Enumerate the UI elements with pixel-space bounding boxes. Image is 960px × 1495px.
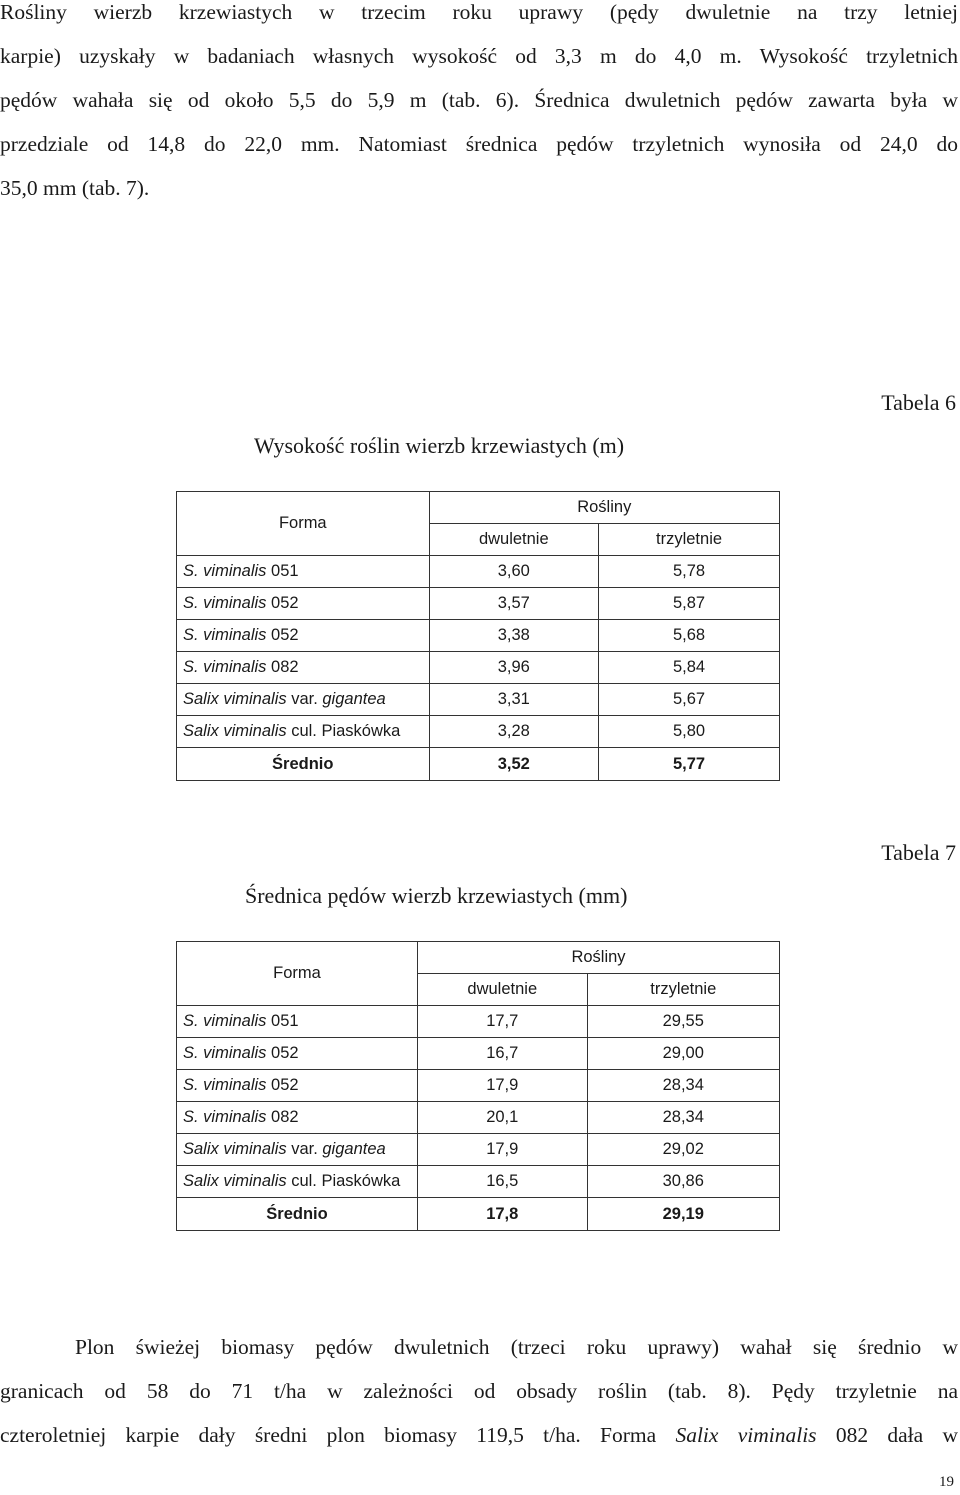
- table-row: [177, 620, 780, 652]
- header-forma: Forma: [177, 492, 430, 556]
- cell-trzyletnie: 5,68: [599, 620, 780, 652]
- cell-trzyletnie: 28,34: [587, 1070, 779, 1102]
- cell-forma: S. viminalis 082: [177, 652, 430, 684]
- cell-trzyletnie: 29,55: [587, 1006, 779, 1038]
- text-line: Rośliny wierzb krzewiastych w trzecim roku uprawy (pędy dwuletnie na trzy letniej: [0, 0, 958, 24]
- table7-label: Tabela 7: [881, 840, 956, 865]
- table-header-row: [177, 492, 780, 524]
- cell-dwuletnie: 17,7: [418, 1006, 588, 1038]
- table-row: [177, 1166, 780, 1198]
- text-line: czteroletniej karpie dały średni plon biomasy 119,5 t/ha. Forma Salix viminalis 082 dała w: [0, 1423, 958, 1447]
- page-number: 19: [939, 1474, 954, 1490]
- text-line: Plon świeżej biomasy pędów dwuletnich (trzeci roku uprawy) wahał się średnio w: [75, 1335, 958, 1359]
- cell-forma: Salix viminalis var. gigantea: [177, 1134, 418, 1166]
- table-row: [177, 652, 780, 684]
- table7-title: Średnica pędów wierzb krzewiastych (mm): [245, 883, 628, 908]
- cell-dwuletnie: 3,96: [429, 652, 599, 684]
- cell-trzyletnie: 29,02: [587, 1134, 779, 1166]
- cell-trzyletnie: 5,78: [599, 556, 780, 588]
- header-dwuletnie: dwuletnie: [429, 524, 599, 556]
- table-row: [177, 556, 780, 588]
- text-line: granicach od 58 do 71 t/ha w zależności od obsady roślin (tab. 8). Pędy trzyletnie na: [0, 1379, 958, 1403]
- table6-label: Tabela 6: [881, 390, 956, 415]
- header-rosliny: Rośliny: [418, 942, 780, 974]
- header-dwuletnie: dwuletnie: [418, 974, 588, 1006]
- cell-mean-label: Średnio: [177, 1198, 418, 1231]
- text-line: 35,0 mm (tab. 7).: [0, 176, 150, 200]
- cell-dwuletnie: 17,9: [418, 1070, 588, 1102]
- cell-trzyletnie: 29,00: [587, 1038, 779, 1070]
- table-mean-row: [177, 1198, 780, 1231]
- table-row: [177, 1070, 780, 1102]
- cell-dwuletnie: 3,31: [429, 684, 599, 716]
- cell-dwuletnie: 3,60: [429, 556, 599, 588]
- cell-forma: Salix viminalis cul. Piaskówka: [177, 716, 430, 748]
- table-header-row: [177, 942, 780, 974]
- cell-mean-dwuletnie: 3,52: [429, 748, 599, 781]
- cell-mean-dwuletnie: 17,8: [418, 1198, 588, 1231]
- header-rosliny: Rośliny: [429, 492, 779, 524]
- cell-dwuletnie: 20,1: [418, 1102, 588, 1134]
- cell-trzyletnie: 28,34: [587, 1102, 779, 1134]
- cell-forma: S. viminalis 052: [177, 1070, 418, 1102]
- table6: [176, 491, 780, 781]
- table-mean-row: [177, 748, 780, 781]
- cell-mean-trzyletnie: 5,77: [599, 748, 780, 781]
- cell-mean-label: Średnio: [177, 748, 430, 781]
- table-row: [177, 1006, 780, 1038]
- cell-forma: S. viminalis 051: [177, 1006, 418, 1038]
- table-row: [177, 588, 780, 620]
- table-row: [177, 1102, 780, 1134]
- text-line: karpie) uzyskały w badaniach własnych wysokość od 3,3 m do 4,0 m. Wysokość trzyletnich: [0, 44, 958, 68]
- cell-forma: S. viminalis 052: [177, 620, 430, 652]
- cell-dwuletnie: 17,9: [418, 1134, 588, 1166]
- text-line: pędów wahała się od około 5,5 do 5,9 m (tab. 6). Średnica dwuletnich pędów zawarta była w: [0, 88, 958, 112]
- cell-dwuletnie: 3,38: [429, 620, 599, 652]
- paragraph-biomass: [0, 1325, 958, 1457]
- table-row: [177, 684, 780, 716]
- table-row: [177, 716, 780, 748]
- cell-forma: S. viminalis 052: [177, 1038, 418, 1070]
- cell-trzyletnie: 5,67: [599, 684, 780, 716]
- cell-mean-trzyletnie: 29,19: [587, 1198, 779, 1231]
- cell-dwuletnie: 3,57: [429, 588, 599, 620]
- cell-trzyletnie: 5,80: [599, 716, 780, 748]
- cell-forma: S. viminalis 052: [177, 588, 430, 620]
- table-row: [177, 1134, 780, 1166]
- text-line: przedziale od 14,8 do 22,0 mm. Natomiast średnica pędów trzyletnich wynosiła od 24,0 do: [0, 132, 958, 156]
- header-forma: Forma: [177, 942, 418, 1006]
- header-trzyletnie: trzyletnie: [599, 524, 780, 556]
- cell-dwuletnie: 16,5: [418, 1166, 588, 1198]
- header-trzyletnie: trzyletnie: [587, 974, 779, 1006]
- cell-dwuletnie: 3,28: [429, 716, 599, 748]
- cell-forma: S. viminalis 082: [177, 1102, 418, 1134]
- cell-trzyletnie: 5,84: [599, 652, 780, 684]
- paragraph-intro: [0, 0, 958, 210]
- table6-title: Wysokość roślin wierzb krzewiastych (m): [254, 433, 625, 458]
- cell-forma: Salix viminalis var. gigantea: [177, 684, 430, 716]
- cell-forma: S. viminalis 051: [177, 556, 430, 588]
- cell-forma: Salix viminalis cul. Piaskówka: [177, 1166, 418, 1198]
- cell-trzyletnie: 5,87: [599, 588, 780, 620]
- table-row: [177, 1038, 780, 1070]
- table7: [176, 941, 780, 1231]
- cell-dwuletnie: 16,7: [418, 1038, 588, 1070]
- cell-trzyletnie: 30,86: [587, 1166, 779, 1198]
